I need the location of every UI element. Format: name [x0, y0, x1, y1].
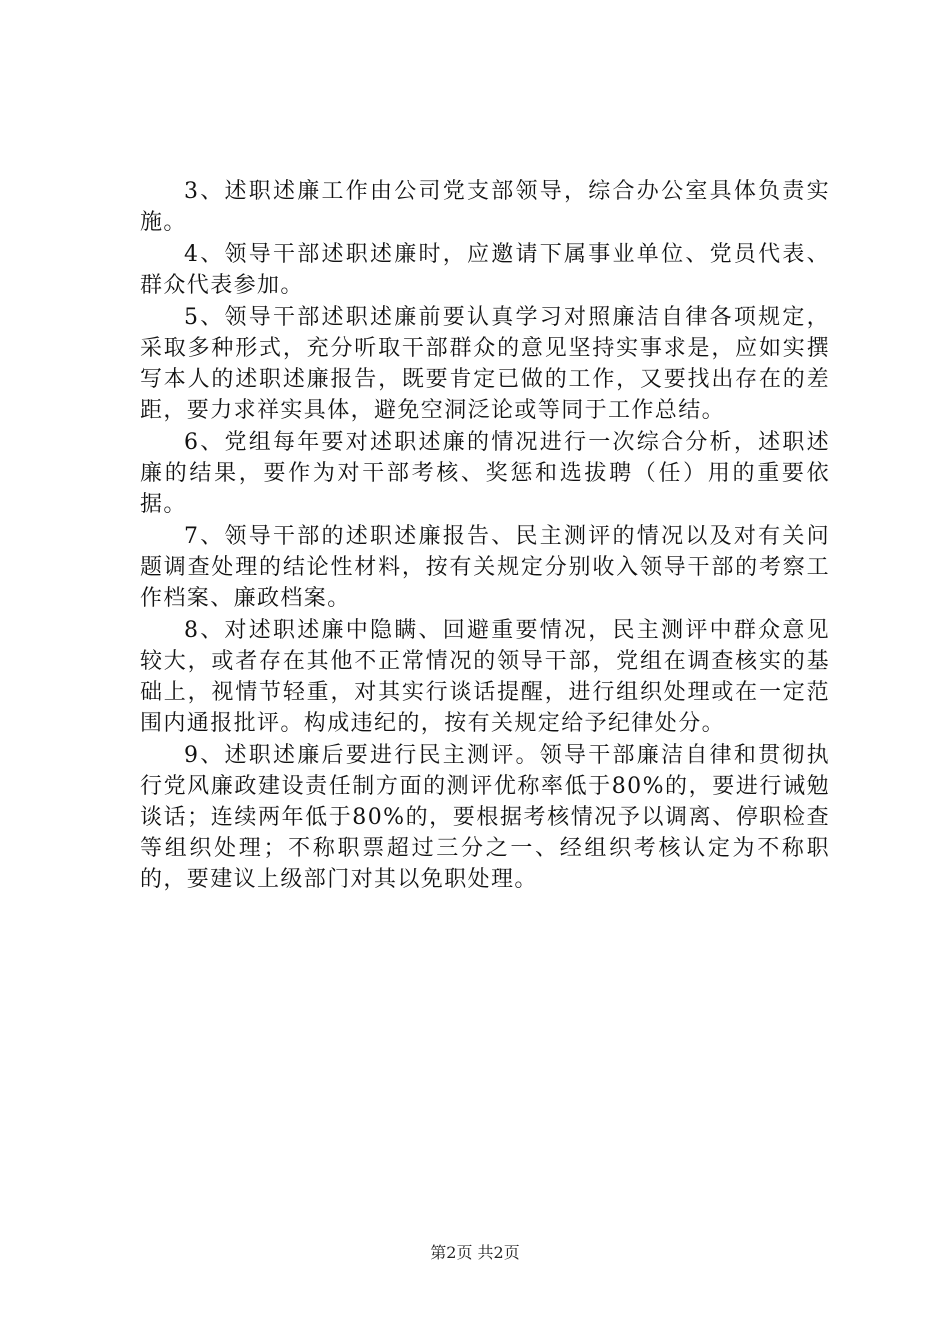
paragraph-3: 3、述职述廉工作由公司党支部领导，综合办公室具体负责实施。 [140, 179, 830, 235]
paragraph-4: 4、领导干部述职述廉时，应邀请下属事业单位、党员代表、群众代表参加。 [140, 242, 830, 298]
page-number-footer: 第2页 共2页 [430, 1243, 520, 1262]
paragraph-5: 5、领导干部述职述廉前要认真学习对照廉洁自律各项规定，采取多种形式，充分听取干部群众的意见坚持实事求是，应如实撰写本人的述职述廉报告，既要肯定已做的工作，又要找出存在的差距，要力求祥实具体，避免空洞泛论或等同于工作总结。 [140, 305, 830, 423]
paragraph-7: 7、领导干部的述职述廉报告、民主测评的情况以及对有关问题调查处理的结论性材料，按有关规定分别收入领导干部的考察工作档案、廉政档案。 [140, 524, 830, 611]
paragraph-9: 9、述职述廉后要进行民主测评。领导干部廉洁自律和贯彻执行党风廉政建设责任制方面的测评优称率低于80%的，要进行诫勉谈话；连续两年低于80%的，要根据考核情况予以调离、停职检查等组织处理；不称职票超过三分之一、经组织考核认定为不称职的，要建议上级部门对其以免职处理。 [140, 743, 830, 892]
paragraph-8: 8、对述职述廉中隐瞒、回避重要情况，民主测评中群众意见较大，或者存在其他不正常情况的领导干部，党组在调查核实的基础上，视情节轻重，对其实行谈话提醒，进行组织处理或在一定范围内通报批评。构成违纪的，按有关规定给予纪律处分。 [140, 618, 830, 736]
paragraph-6: 6、党组每年要对述职述廉的情况进行一次综合分析，述职述廉的结果，要作为对干部考核、奖惩和选拔聘（任）用的重要依据。 [140, 430, 830, 517]
document-body [140, 176, 830, 896]
